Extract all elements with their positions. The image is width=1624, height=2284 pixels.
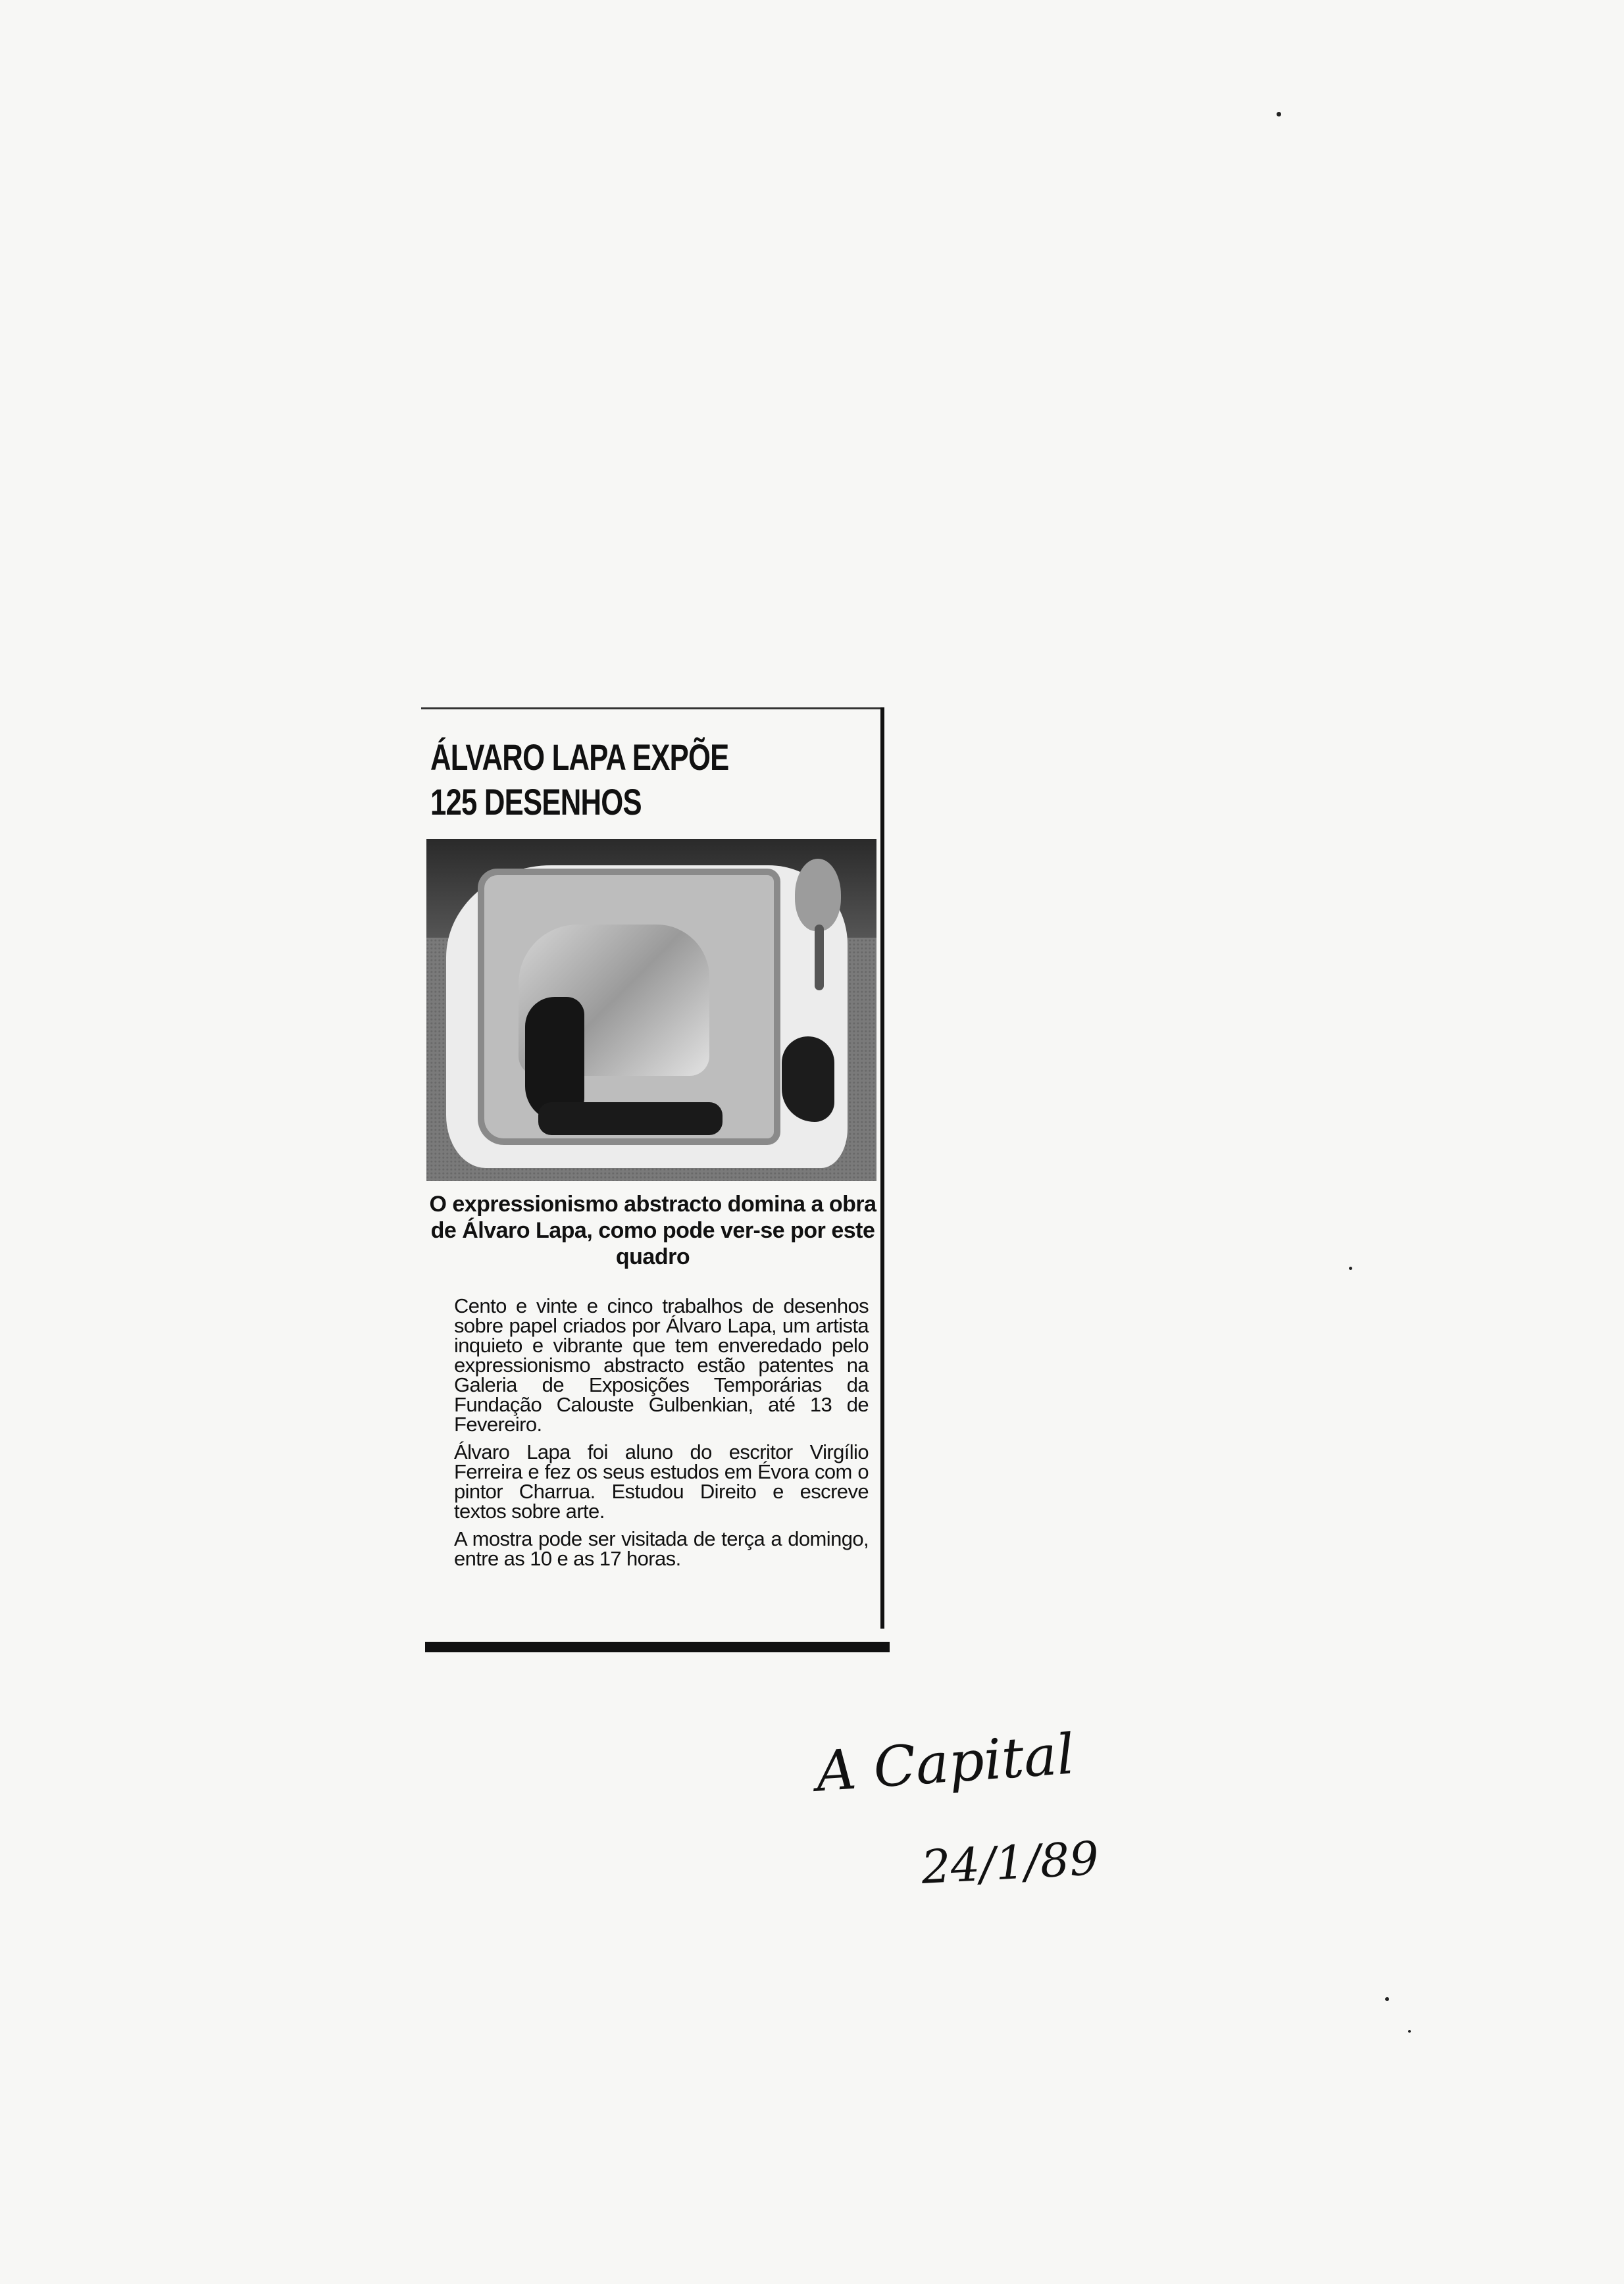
paper-speck <box>1385 1997 1389 2001</box>
top-rule <box>421 707 882 709</box>
headline-line2: 125 DESENHOS <box>430 781 642 823</box>
paper-speck <box>1349 1267 1352 1270</box>
handwritten-source: A Capital <box>814 1721 1077 1804</box>
photo-drop-shape <box>795 859 841 931</box>
artwork-photo <box>426 839 876 1181</box>
newspaper-clipping <box>421 707 890 1658</box>
paper-speck <box>1277 112 1281 116</box>
article-body <box>454 1296 869 1577</box>
photo-caption: O expressionismo abstracto domina a obra de Álvaro Lapa, como pode ver-se por este quadro <box>429 1192 876 1269</box>
paragraph: A mostra pode ser visitada de terça a domingo, entre as 10 e as 17 horas. <box>454 1527 869 1570</box>
photo-dark-blob <box>538 1102 723 1135</box>
column-rule <box>880 707 884 1629</box>
photo-dark-blob <box>782 1036 834 1122</box>
headline <box>430 735 769 825</box>
handwritten-date: 24/1/89 <box>920 1831 1100 1895</box>
paragraph: Cento e vinte e cinco trabalhos de desenhos sobre papel criados por Álvaro Lapa, um artista inquieto e vibrante que tem enveredado pelo expressionismo abstracto estão patentes na Galeria de Exposições Temporárias da Fundação Calouste Gulbenkian, até 13 de Fevereiro. <box>454 1294 869 1436</box>
headline-line1: ÁLVARO LAPA EXPÕE <box>430 736 729 778</box>
paragraph: Álvaro Lapa foi aluno do escritor Virgílio Ferreira e fez os seus estudos em Évora com o pintor Charrua. Estudou Direito e escreve textos sobre arte. <box>454 1440 869 1523</box>
photo-drop-stem <box>815 925 824 990</box>
paper-speck <box>1408 2030 1411 2033</box>
bottom-rule <box>425 1642 890 1652</box>
